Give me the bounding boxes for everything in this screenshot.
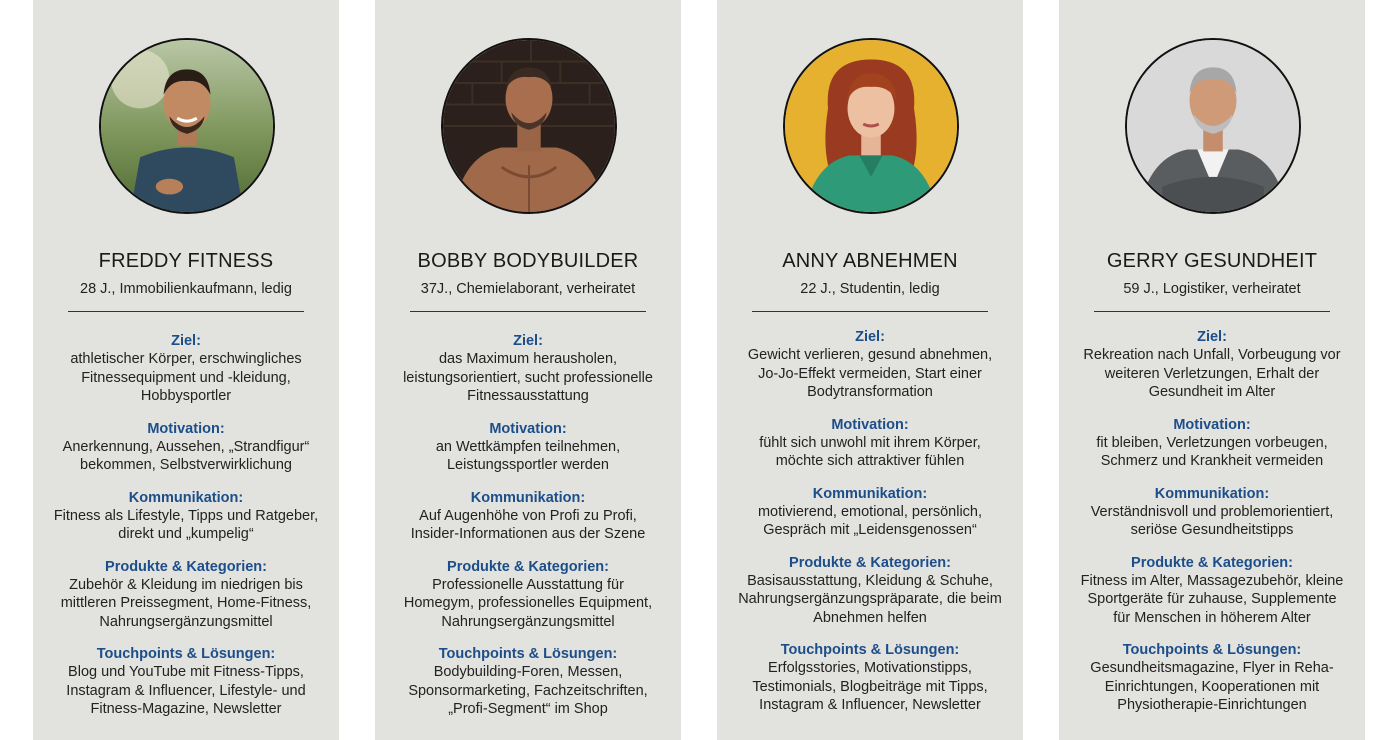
- section-line: Rekreation nach Unfall, Vorbeugung vor: [1083, 347, 1341, 363]
- section-touchpoints: [39, 645, 333, 719]
- section-line: Nahrungsergänzungspräparate, die beim: [738, 591, 1002, 607]
- section-ziel: [1065, 328, 1359, 402]
- woman-yellow-background-image: [785, 40, 957, 212]
- section-produkte: [723, 554, 1017, 628]
- section-line: Erfolgsstories, Motivationstipps,: [768, 660, 972, 676]
- section-touchpoints: [381, 645, 675, 719]
- section-line: Bodytransformation: [807, 384, 933, 400]
- section-line: Professionelle Ausstattung für: [432, 576, 624, 593]
- persona-card-gerry: [1059, 0, 1365, 740]
- divider: [1094, 311, 1330, 312]
- section-line: Jo-Jo-Effekt vermeiden, Start einer: [758, 365, 982, 382]
- section-title: Touchpoints & Lösungen:: [780, 642, 960, 658]
- persona-name: GERRY GESUNDHEIT: [1106, 250, 1318, 272]
- section-line: Physiotherapie-Einrichtungen: [1117, 697, 1307, 713]
- section-line: Gewicht verlieren, gesund abnehmen,: [747, 347, 993, 363]
- section-line: Gesundheit im Alter: [1148, 384, 1276, 400]
- section-line: Gesundheitsmagazine, Flyer in Reha-: [1090, 660, 1334, 676]
- section-line: mittleren Preissegment, Home-Fitness,: [60, 595, 312, 611]
- divider: [410, 311, 646, 312]
- section-line: Verständnisvoll und problemorientiert,: [1090, 503, 1334, 520]
- section-title: Kommunikation:: [812, 485, 928, 502]
- section-kommunikation: [723, 485, 1017, 540]
- section-title: Kommunikation:: [1154, 485, 1270, 502]
- section-title: Ziel:: [171, 333, 201, 349]
- persona-card-anny: [717, 0, 1023, 740]
- section-line: Hobbysportler: [140, 388, 232, 404]
- section-line: für Menschen in höherem Alter: [1113, 609, 1311, 626]
- section-title: Produkte & Kategorien:: [1131, 554, 1293, 571]
- section-kommunikation: [39, 489, 333, 544]
- section-line: „Profi-Segment“ im Shop: [448, 701, 608, 717]
- persona-photo-anny: [783, 38, 959, 214]
- section-produkte: [1065, 554, 1359, 628]
- section-line: Blog und YouTube mit Fitness-Tipps,: [68, 664, 304, 680]
- section-line: athletischer Körper, erschwingliches: [70, 351, 302, 367]
- persona-card-bobby: [375, 0, 681, 740]
- persona-sections: [381, 332, 675, 733]
- section-title: Ziel:: [513, 333, 543, 349]
- section-title: Kommunikation:: [128, 489, 244, 506]
- older-man-arms-crossed-image: [1127, 40, 1299, 212]
- section-line: fühlt sich unwohl mit ihrem Körper,: [759, 434, 981, 451]
- persona-subtitle: 37J., Chemielaborant, verheiratet: [420, 281, 636, 297]
- section-produkte: [39, 558, 333, 632]
- section-ziel: [39, 332, 333, 406]
- section-line: bekommen, Selbstverwirklichung: [80, 457, 292, 473]
- section-line: Fitness-Magazine, Newsletter: [90, 701, 282, 717]
- section-line: Auf Augenhöhe von Profi zu Profi,: [419, 507, 637, 524]
- section-kommunikation: [381, 489, 675, 544]
- section-line: Abnehmen helfen: [813, 609, 927, 626]
- section-line: motivierend, emotional, persönlich,: [757, 503, 983, 520]
- section-kommunikation: [1065, 485, 1359, 540]
- section-title: Motivation:: [1173, 416, 1251, 433]
- section-title: Motivation:: [489, 420, 567, 437]
- section-line: fit bleiben, Verletzungen vorbeugen,: [1096, 434, 1328, 451]
- section-title: Motivation:: [831, 416, 909, 433]
- section-line: Schmerz und Krankheit vermeiden: [1100, 453, 1324, 469]
- persona-photo-freddy: [99, 38, 275, 214]
- persona-subtitle: 28 J., Immobilienkaufmann, ledig: [80, 281, 292, 297]
- persona-photo-gerry: [1125, 38, 1301, 214]
- section-touchpoints: [723, 641, 1017, 715]
- section-line: weiteren Verletzungen, Erhalt der: [1104, 365, 1320, 382]
- section-line: Leistungssportler werden: [446, 457, 609, 473]
- section-line: Fitness im Alter, Massagezubehör, kleine: [1080, 572, 1344, 589]
- section-line: Instagram & Influencer, Lifestyle- und: [66, 682, 306, 699]
- persona-photo-bobby: [441, 38, 617, 214]
- persona-name: BOBBY BODYBUILDER: [417, 250, 639, 272]
- section-line: Anerkennung, Aussehen, „Strandfigur“: [62, 438, 310, 455]
- section-line: Sponsormarketing, Fachzeitschriften,: [408, 682, 648, 699]
- section-line: Sportgeräte für zuhause, Supplemente: [1087, 591, 1337, 607]
- section-title: Kommunikation:: [470, 489, 586, 506]
- persona-name: ANNY ABNEHMEN: [782, 250, 958, 272]
- section-motivation: [381, 420, 675, 475]
- section-line: Fitnessequipment und -kleidung,: [81, 369, 291, 386]
- section-line: Nahrungsergänzungsmittel: [99, 613, 273, 630]
- section-line: Insider-Informationen aus der Szene: [410, 526, 646, 542]
- section-motivation: [723, 416, 1017, 471]
- persona-sections: [723, 328, 1017, 729]
- section-title: Ziel:: [855, 329, 885, 345]
- section-title: Produkte & Kategorien:: [105, 558, 267, 575]
- section-touchpoints: [1065, 641, 1359, 715]
- section-line: Fitnessausstattung: [467, 388, 589, 404]
- persona-card-freddy: [33, 0, 339, 740]
- section-line: Instagram & Influencer, Newsletter: [759, 697, 981, 713]
- section-title: Touchpoints & Lösungen:: [96, 646, 276, 662]
- section-line: möchte sich attraktiver fühlen: [775, 453, 965, 469]
- section-title: Produkte & Kategorien:: [789, 554, 951, 571]
- section-line: Bodybuilding-Foren, Messen,: [433, 664, 623, 680]
- section-motivation: [1065, 416, 1359, 471]
- section-line: leistungsorientiert, sucht professionelle: [403, 369, 653, 386]
- section-title: Ziel:: [1197, 329, 1227, 345]
- section-ziel: [381, 332, 675, 406]
- section-title: Touchpoints & Lösungen:: [1122, 642, 1302, 658]
- divider: [752, 311, 988, 312]
- persona-subtitle: 22 J., Studentin, ledig: [800, 281, 940, 297]
- section-title: Produkte & Kategorien:: [447, 558, 609, 575]
- section-line: seriöse Gesundheitstipps: [1130, 522, 1294, 538]
- section-produkte: [381, 558, 675, 632]
- section-line: Gespräch mit „Leidensgenossen“: [763, 522, 977, 538]
- section-line: Zubehör & Kleidung im niedrigen bis: [69, 576, 303, 593]
- persona-name: FREDDY FITNESS: [98, 250, 274, 272]
- section-line: Basisausstattung, Kleidung & Schuhe,: [747, 572, 993, 589]
- section-line: das Maximum herausholen,: [438, 351, 618, 367]
- persona-sections: [39, 332, 333, 733]
- section-title: Motivation:: [147, 420, 225, 437]
- section-line: Testimonials, Blogbeiträge mit Tipps,: [752, 678, 988, 695]
- section-line: Nahrungsergänzungsmittel: [441, 613, 615, 630]
- section-line: direkt und „kumpelig“: [118, 526, 254, 542]
- persona-subtitle: 59 J., Logistiker, verheiratet: [1123, 281, 1301, 297]
- section-ziel: [723, 328, 1017, 402]
- section-line: Fitness als Lifestyle, Tipps und Ratgeber,: [53, 507, 319, 524]
- man-running-outdoors-image: [101, 40, 273, 212]
- section-line: an Wettkämpfen teilnehmen,: [435, 438, 621, 455]
- section-title: Touchpoints & Lösungen:: [438, 646, 618, 662]
- bodybuilder-brick-wall-image: [443, 40, 615, 212]
- section-motivation: [39, 420, 333, 475]
- section-line: Einrichtungen, Kooperationen mit: [1104, 678, 1320, 695]
- section-line: Homegym, professionelles Equipment,: [403, 595, 653, 611]
- divider: [68, 311, 304, 312]
- persona-sections: [1065, 328, 1359, 729]
